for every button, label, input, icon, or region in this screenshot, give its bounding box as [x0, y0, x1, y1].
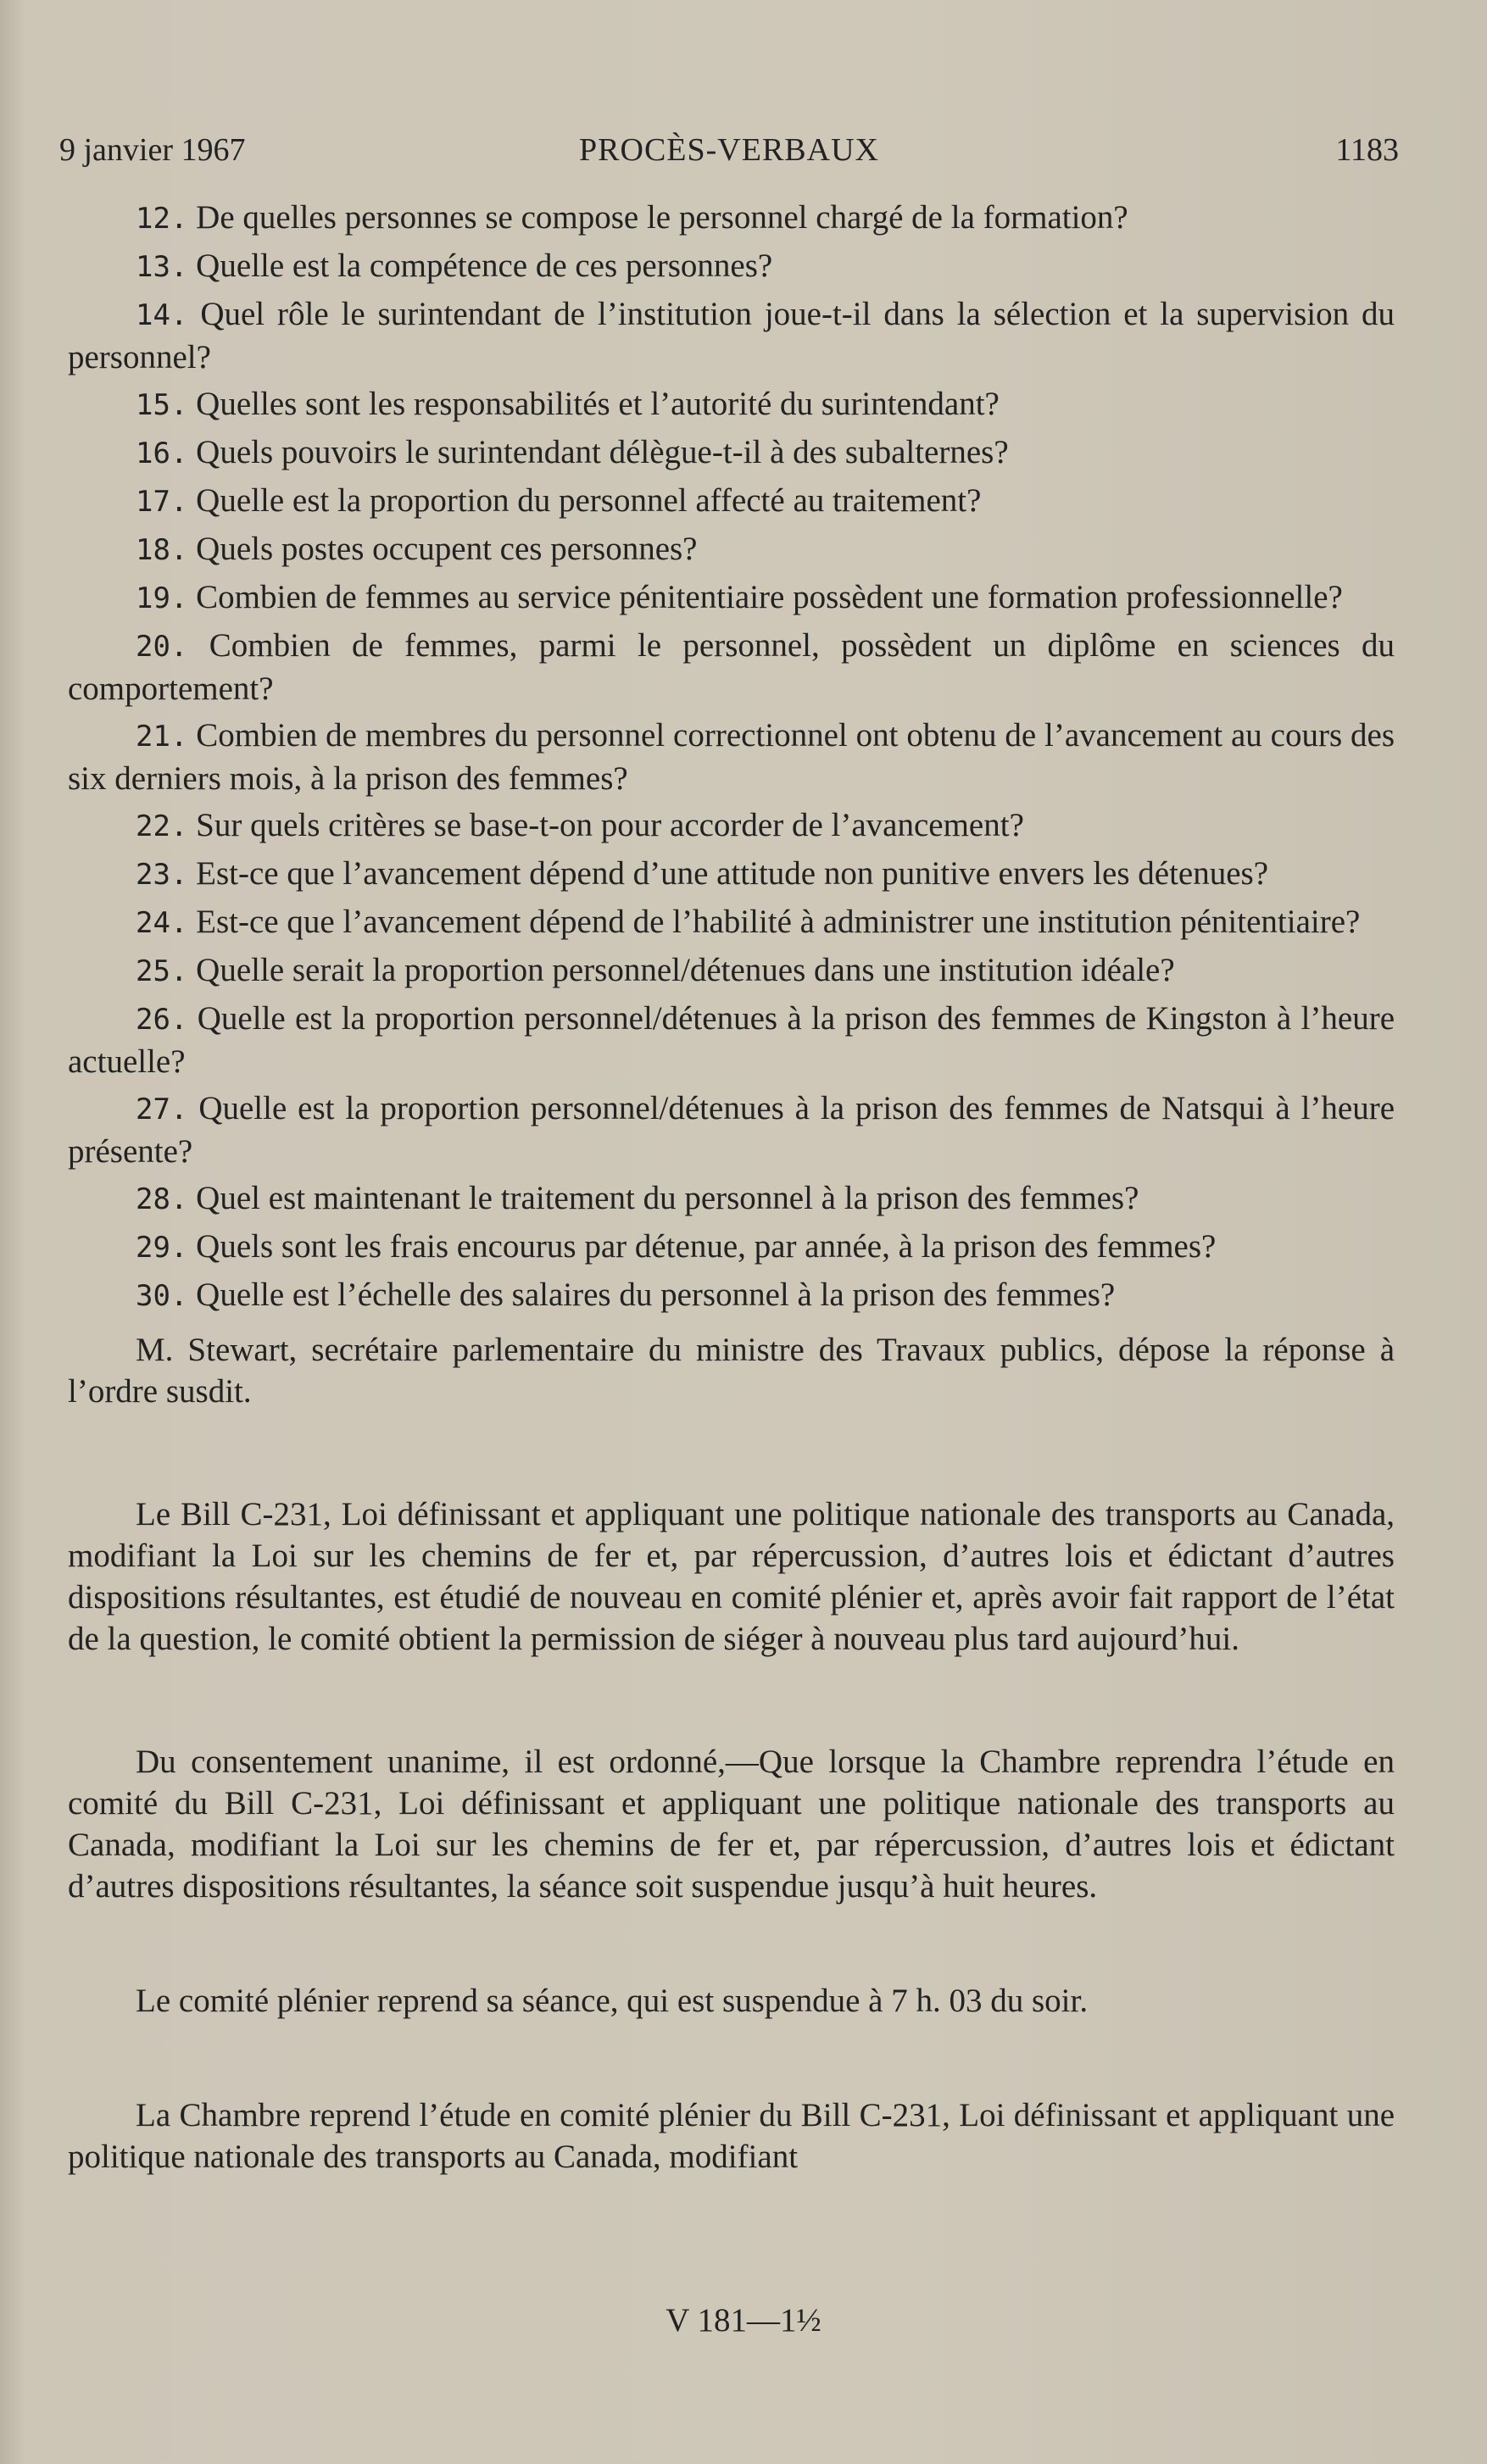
question-number: 29. — [136, 1231, 188, 1265]
question-item — [68, 1274, 1395, 1317]
consent-paragraph: Du consentement unanime, il est ordonné,—Que lorsque la Chambre reprendra l’étude en comité du Bill C-231, Loi définissant et appliquant une politique nationale des transports au Canada, modifiant la Loi sur les chemins de fer et, par répercussion, d’autres lois et édictant d’autres dispositions résultantes, la séance soit suspendue jusqu’à huit heures. — [68, 1744, 1395, 1905]
question-item — [68, 383, 1395, 426]
question-number: 28. — [136, 1182, 188, 1216]
question-item — [68, 480, 1395, 523]
question-item — [68, 901, 1395, 944]
question-text: Quels postes occupent ces personnes? — [196, 531, 698, 567]
question-number: 19. — [136, 581, 188, 615]
question-text: Quelles sont les responsabilités et l’autorité du surintendant? — [196, 386, 1000, 422]
stewart-paragraph: M. Stewart, secrétaire parlementaire du ministre des Travaux publics, dépose la réponse à l’ordre susdit. — [68, 1332, 1395, 1410]
question-number: 16. — [136, 437, 188, 470]
question-text: Quelle est l’échelle des salaires du personnel à la prison des femmes? — [196, 1276, 1116, 1313]
chambre-paragraph: La Chambre reprend l’étude en comité plénier du Bill C-231, Loi définissant et appliquant une politique nationale des transports au Canada, modifiant — [68, 2097, 1395, 2175]
question-list — [68, 197, 1395, 1317]
question-number: 21. — [136, 720, 188, 754]
question-text: Quelle est la compétence de ces personnes? — [196, 248, 773, 284]
question-text: Quels sont les frais encourus par détenue, par année, à la prison des femmes? — [196, 1228, 1217, 1265]
question-text: Combien de femmes au service pénitentiaire possèdent une formation professionnelle? — [196, 579, 1343, 615]
question-item — [68, 998, 1395, 1082]
question-text: Quel rôle le surintendant de l’institution joue-t-il dans la sélection et la supervision du personnel? — [68, 296, 1395, 375]
question-item — [68, 1177, 1395, 1221]
question-number: 12. — [136, 202, 188, 236]
question-item — [68, 715, 1395, 799]
question-item — [68, 804, 1395, 848]
question-text: Sur quels critères se base-t-on pour accorder de l’avancement? — [196, 807, 1024, 843]
question-number: 18. — [136, 533, 188, 567]
question-text: Quels pouvoirs le surintendant délègue-t-il à des subalternes? — [196, 434, 1009, 470]
question-item — [68, 245, 1395, 288]
question-text: Quelle est la proportion du personnel affecté au traitement? — [196, 482, 982, 519]
question-number: 22. — [136, 809, 188, 843]
question-text: Est-ce que l’avancement dépend de l’habilité à administrer une institution pénitentiaire? — [196, 904, 1361, 940]
signature-mark: V 181—1½ — [666, 2302, 821, 2339]
page-content — [68, 197, 1395, 2178]
question-text: Quelle est la proportion personnel/détenues à la prison des femmes de Kingston à l’heure actuelle? — [68, 1000, 1395, 1080]
question-item — [68, 1226, 1395, 1269]
question-text: Quelle est la proportion personnel/détenues à la prison des femmes de Natsqui à l’heure présente? — [68, 1090, 1395, 1170]
question-item — [68, 528, 1395, 571]
question-number: 17. — [136, 485, 188, 519]
question-text: De quelles personnes se compose le personnel chargé de la formation? — [196, 199, 1128, 236]
page-header — [59, 131, 1399, 174]
question-number: 26. — [136, 1003, 188, 1037]
question-item — [68, 949, 1395, 993]
question-item — [68, 197, 1395, 240]
question-number: 13. — [136, 250, 188, 284]
question-item — [68, 1087, 1395, 1172]
question-number: 30. — [136, 1279, 188, 1313]
page-number: 1183 — [1335, 132, 1399, 168]
question-number: 14. — [136, 298, 188, 332]
question-text: Est-ce que l’avancement dépend d’une attitude non punitive envers les détenues? — [196, 855, 1269, 892]
question-item — [68, 625, 1395, 709]
question-number: 20. — [136, 630, 188, 664]
question-text: Quel est maintenant le traitement du personnel à la prison des femmes? — [196, 1180, 1139, 1216]
question-text: Combien de membres du personnel correctionnel ont obtenu de l’avancement au cours des six derniers mois, à la prison des femmes? — [68, 717, 1395, 797]
question-number: 25. — [136, 954, 188, 988]
question-text: Quelle serait la proportion personnel/détenues dans une institution idéale? — [196, 952, 1175, 988]
question-number: 23. — [136, 858, 188, 892]
resume-paragraph: Le comité plénier reprend sa séance, qui est suspendue à 7 h. 03 du soir. — [136, 1983, 1089, 2019]
question-item — [68, 431, 1395, 475]
question-number: 15. — [136, 388, 188, 422]
bill-paragraph: Le Bill C-231, Loi définissant et appliquant une politique nationale des transports au Canada, modifiant la Loi sur les chemins de fer et, par répercussion, d’autres lois et édictant d’autres dispositions résultantes, est étudié de nouveau en comité plénier et, après avoir fait rapport de l’état de la question, le comité obtient la permission de siéger à nouveau plus tard aujourd’hui. — [68, 1496, 1395, 1657]
question-item — [68, 293, 1395, 378]
question-number: 27. — [136, 1093, 188, 1126]
header-title: PROCÈS-VERBAUX — [579, 132, 879, 168]
question-item — [68, 853, 1395, 896]
question-item — [68, 576, 1395, 620]
question-number: 24. — [136, 906, 188, 940]
header-date: 9 janvier 1967 — [59, 132, 246, 168]
question-text: Combien de femmes, parmi le personnel, possèdent un diplôme en sciences du comportement? — [68, 627, 1395, 707]
